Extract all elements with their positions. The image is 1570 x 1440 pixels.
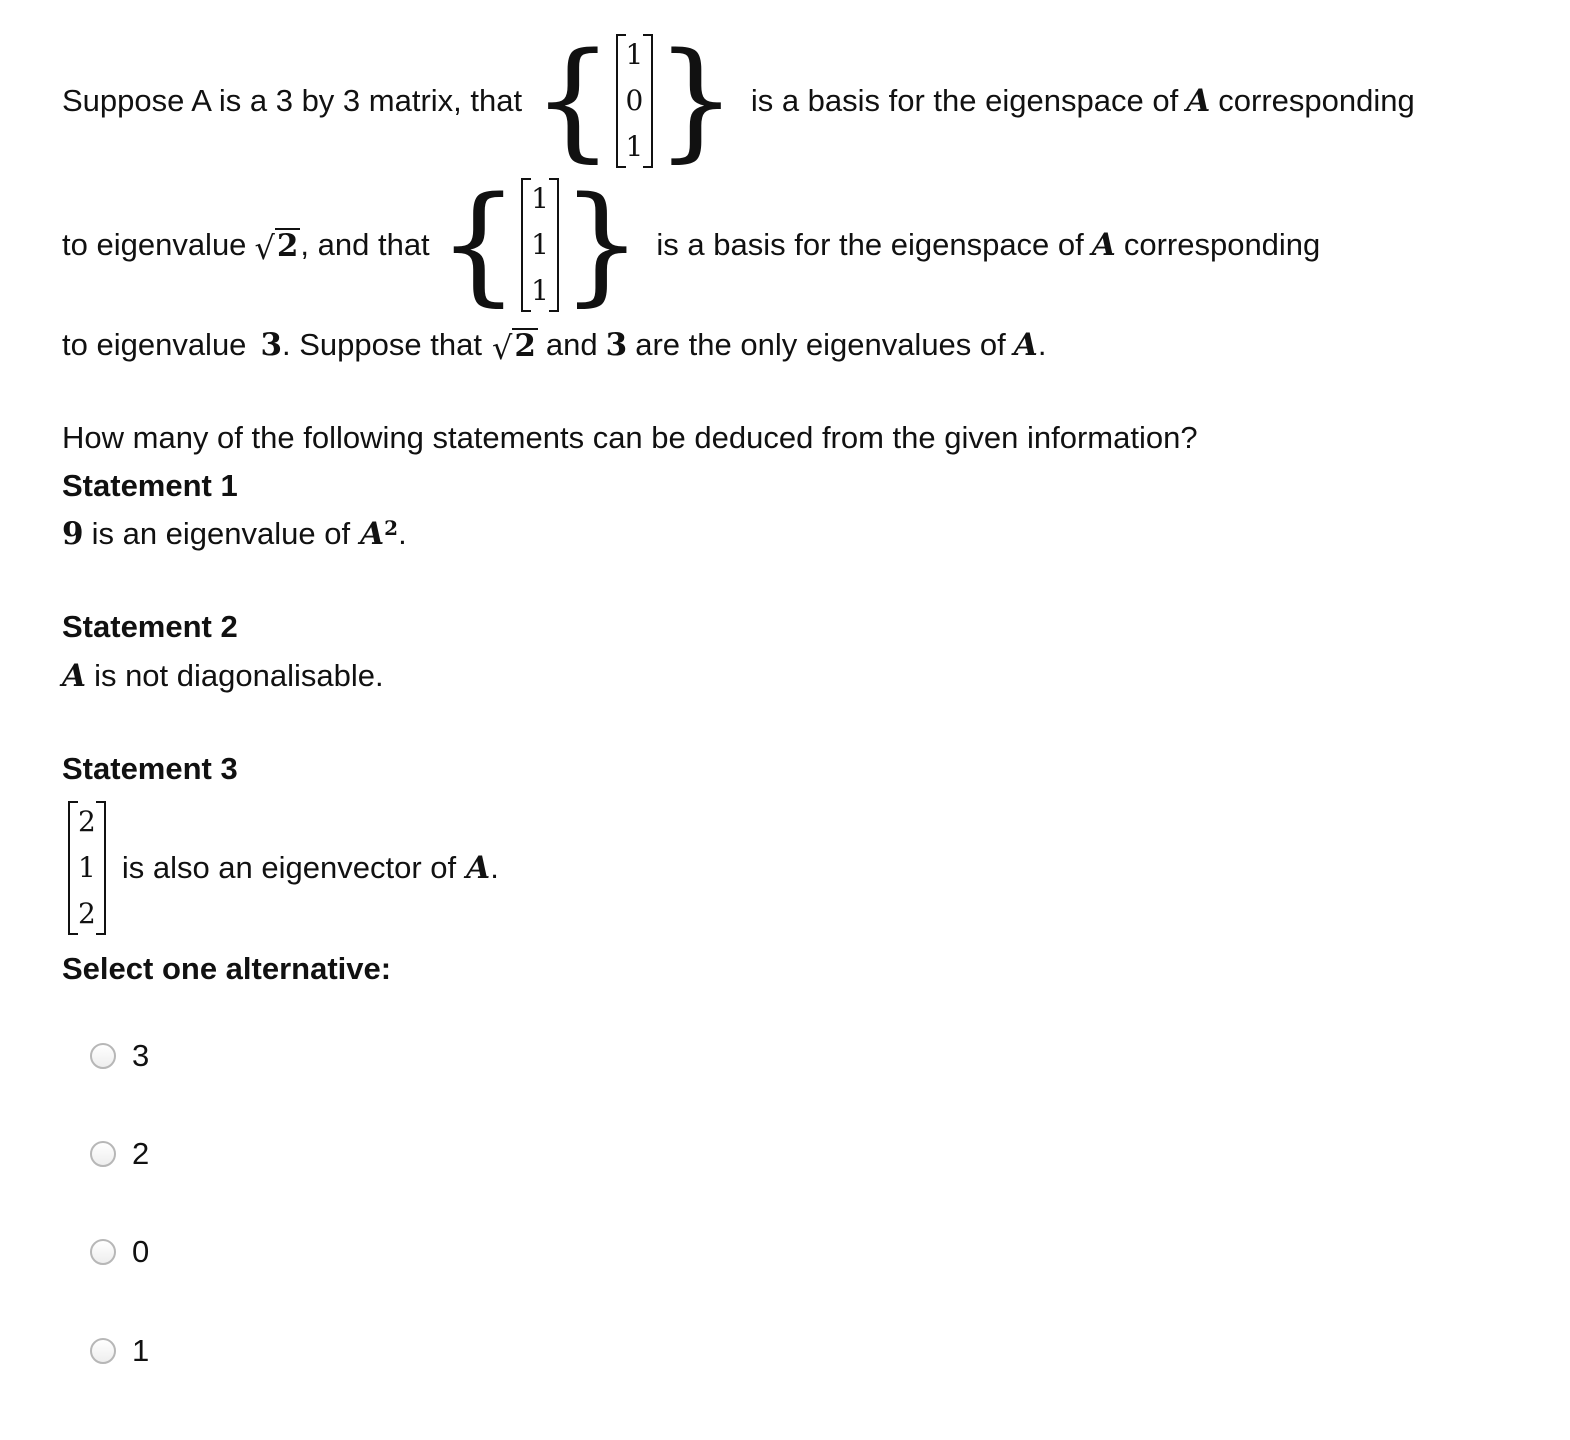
sqrt-icon: √: [491, 329, 513, 368]
basis-vector-2: [521, 176, 559, 314]
intro-text: .: [1037, 327, 1047, 362]
option-0[interactable]: [90, 1234, 149, 1270]
statement-text: .: [490, 850, 499, 885]
statement-text: is not diagonalisable.: [94, 658, 384, 693]
candidate-eigenvector: [68, 799, 106, 937]
vector-entry: 1: [625, 130, 644, 163]
option-1[interactable]: [90, 1333, 149, 1369]
intro-text: Suppose A is a 3 by 3 matrix, that: [62, 83, 523, 118]
matrix-symbol: A: [466, 850, 491, 886]
question-text: How many of the following statements can be deduced from the given information?: [62, 420, 1198, 455]
right-brace: }: [560, 170, 643, 319]
statement-2-text: [62, 654, 384, 698]
statement-text: .: [398, 516, 407, 551]
radio-button[interactable]: [90, 1239, 116, 1265]
statement-3-text: [66, 794, 499, 942]
sqrt-argument: 2: [276, 227, 299, 264]
matrix-symbol: A: [1013, 327, 1038, 363]
matrix-symbol: A: [1091, 227, 1116, 263]
left-brace: {: [532, 26, 614, 175]
sqrt-expression: [491, 327, 538, 368]
intro-text: is a basis for the eigenspace of: [656, 227, 1084, 262]
sqrt-argument: 2: [514, 327, 536, 364]
statement-1-title: Statement 1: [62, 468, 238, 503]
intro-text: , and that: [300, 227, 430, 262]
intro-text: . Suppose that: [282, 327, 482, 362]
statement-1-text: [62, 512, 407, 556]
vector-entry: 1: [625, 38, 644, 71]
matrix-symbol: A: [62, 658, 87, 694]
vector-entry: 1: [78, 851, 96, 884]
intro-text: corresponding: [1123, 227, 1321, 262]
intro-line-2: [62, 170, 1320, 320]
intro-text: are the only eigenvalues of: [635, 327, 1006, 362]
vector-entry: 2: [78, 897, 96, 930]
intro-text: and: [545, 327, 598, 362]
statement-text: is an eigenvalue of: [91, 516, 351, 551]
vector-entry: 2: [78, 805, 96, 838]
vector-entry: 1: [531, 228, 549, 261]
statement-3-title: Statement 3: [62, 751, 238, 786]
option-2[interactable]: [90, 1136, 149, 1172]
intro-text: corresponding: [1218, 83, 1415, 118]
sqrt-icon: √: [254, 229, 275, 268]
statement-text: is also an eigenvector of: [121, 850, 457, 885]
matrix-symbol: A: [360, 516, 385, 552]
basis-vector-1: [616, 32, 654, 170]
sqrt-expression: [254, 227, 300, 268]
number-9: 9: [62, 516, 84, 552]
option-label[interactable]: 2: [132, 1136, 150, 1171]
intro-text: to eigenvalue: [62, 227, 247, 262]
option-3[interactable]: [90, 1038, 149, 1074]
matrix-symbol: A: [1186, 83, 1211, 119]
radio-button[interactable]: [90, 1338, 116, 1364]
radio-button[interactable]: [90, 1043, 116, 1069]
eigenvalue-3: 3: [260, 327, 283, 363]
vector-entry: 0: [625, 84, 644, 117]
intro-text: is a basis for the eigenspace of: [750, 83, 1179, 118]
vector-entry: 1: [531, 274, 549, 307]
left-brace: {: [437, 170, 520, 319]
exponent: 2: [384, 516, 399, 540]
vector-entry: 1: [531, 182, 549, 215]
option-label[interactable]: 0: [132, 1234, 150, 1269]
option-label[interactable]: 1: [132, 1333, 150, 1368]
intro-text: to eigenvalue: [62, 327, 247, 362]
radio-button[interactable]: [90, 1141, 116, 1167]
option-label[interactable]: 3: [132, 1038, 150, 1073]
intro-line-1: [62, 26, 1415, 176]
eigenvalue-3: 3: [605, 327, 628, 363]
intro-line-3: [62, 322, 1046, 368]
select-label: Select one alternative:: [62, 951, 392, 986]
right-brace: }: [655, 26, 737, 175]
statement-2-title: Statement 2: [62, 609, 238, 644]
